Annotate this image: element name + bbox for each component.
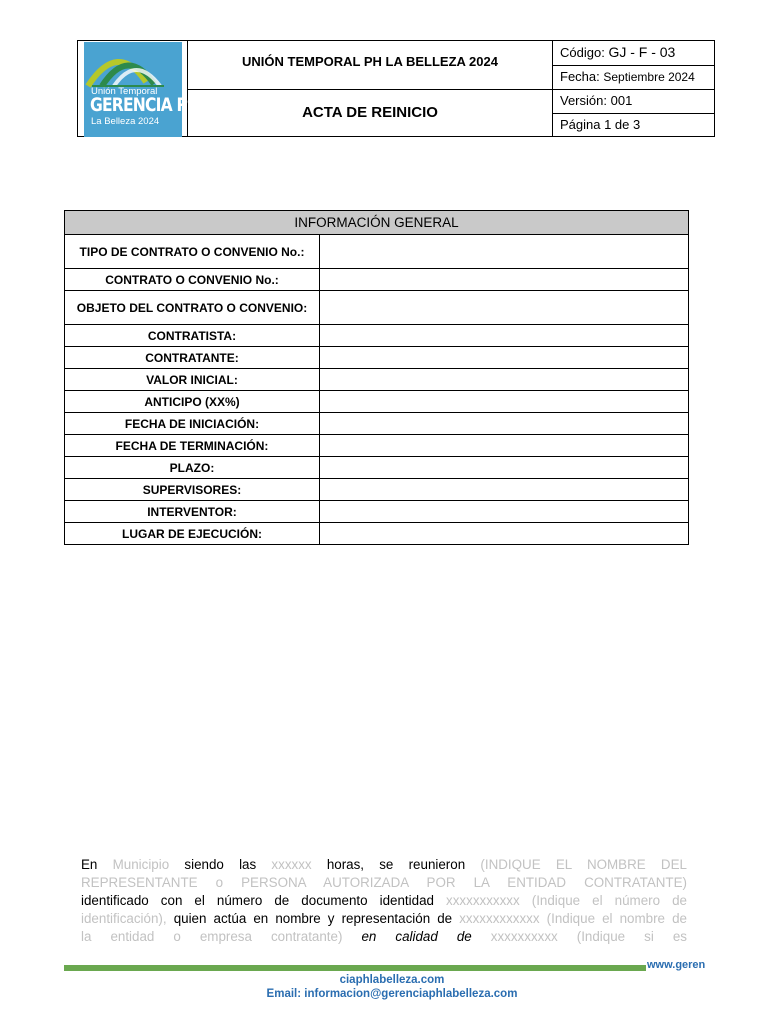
text-fragment: horas, se reunieron bbox=[326, 857, 466, 872]
doc-version bbox=[553, 89, 715, 113]
row-label: VALOR INICIAL: bbox=[65, 369, 320, 391]
text-fragment: siendo las bbox=[184, 857, 257, 872]
doc-date-value: Septiembre 2024 bbox=[603, 70, 695, 84]
row-label: SUPERVISORES: bbox=[65, 479, 320, 501]
text-fragment: en calidad de bbox=[361, 929, 472, 944]
placeholder-representative[interactable]: (INDIQUE EL NOMBRE DEL bbox=[480, 857, 687, 872]
row-value[interactable] bbox=[320, 325, 689, 347]
footer-email bbox=[0, 988, 784, 1000]
table-row bbox=[65, 435, 689, 457]
row-value[interactable] bbox=[320, 435, 689, 457]
table-row bbox=[65, 291, 689, 325]
general-info-title: INFORMACIÓN GENERAL bbox=[65, 211, 689, 235]
row-label: TIPO DE CONTRATO O CONVENIO No.: bbox=[65, 235, 320, 269]
row-value[interactable] bbox=[320, 235, 689, 269]
table-row bbox=[65, 269, 689, 291]
doc-version-label: Versión: bbox=[560, 93, 607, 108]
doc-version-value: 001 bbox=[610, 93, 633, 108]
row-value[interactable] bbox=[320, 523, 689, 545]
placeholder-id-number[interactable]: identificación), bbox=[81, 911, 167, 926]
placeholder-hours[interactable]: xxxxxx bbox=[271, 857, 312, 872]
logo-line-1: Unión Temporal bbox=[91, 86, 158, 97]
placeholder-entity-name[interactable]: la entidad o empresa contratante) bbox=[81, 929, 343, 944]
row-label: INTERVENTOR: bbox=[65, 501, 320, 523]
table-row bbox=[65, 325, 689, 347]
text-fragment: En bbox=[81, 857, 98, 872]
company-logo bbox=[84, 42, 200, 137]
row-value[interactable] bbox=[320, 269, 689, 291]
company-name: UNIÓN TEMPORAL PH LA BELLEZA 2024 bbox=[242, 54, 498, 69]
placeholder-municipio[interactable]: Municipio bbox=[112, 857, 170, 872]
row-value[interactable] bbox=[320, 413, 689, 435]
paragraph-line-3 bbox=[81, 892, 687, 910]
table-row bbox=[65, 369, 689, 391]
footer-email-link[interactable]: informacion@gerenciaphlabelleza.com bbox=[304, 988, 518, 1000]
table-row bbox=[65, 347, 689, 369]
footer-email-label: Email: bbox=[266, 988, 302, 1000]
doc-page: Página 1 de 3 bbox=[553, 113, 715, 137]
logo-cell bbox=[78, 41, 200, 136]
doc-date-label: Fecha: bbox=[560, 69, 600, 84]
placeholder-id-number[interactable]: xxxxxxxxxxx (Indique el número de bbox=[446, 893, 687, 908]
row-label: PLAZO: bbox=[65, 457, 320, 479]
paragraph-line-4 bbox=[81, 910, 687, 928]
document-title: ACTA DE REINICIO bbox=[302, 104, 438, 121]
doc-code-value: GJ - F - 03 bbox=[608, 44, 676, 60]
paragraph-line-1 bbox=[81, 856, 687, 874]
row-value[interactable] bbox=[320, 501, 689, 523]
body-paragraph bbox=[81, 856, 687, 946]
row-label: CONTRATO O CONVENIO No.: bbox=[65, 269, 320, 291]
row-label: FECHA DE TERMINACIÓN: bbox=[65, 435, 320, 457]
footer-website[interactable]: ciaphlabelleza.com bbox=[339, 974, 445, 986]
header-meta bbox=[553, 41, 715, 136]
row-value[interactable] bbox=[320, 369, 689, 391]
text-fragment: quien actúa en nombre y representación de bbox=[173, 911, 453, 926]
row-value[interactable] bbox=[320, 347, 689, 369]
row-value[interactable] bbox=[320, 291, 689, 325]
document-header bbox=[77, 40, 715, 137]
logo-line-3: La Belleza 2024 bbox=[91, 116, 160, 127]
table-row bbox=[65, 391, 689, 413]
table-row bbox=[65, 235, 689, 269]
row-label: CONTRATANTE: bbox=[65, 347, 320, 369]
row-label: LUGAR DE EJECUCIÓN: bbox=[65, 523, 320, 545]
logo-line-2: GERENCIA PH bbox=[90, 94, 200, 116]
paragraph-line-5 bbox=[81, 928, 687, 946]
row-label: OBJETO DEL CONTRATO O CONVENIO: bbox=[65, 291, 320, 325]
placeholder-role[interactable]: xxxxxxxxxx (Indique si es bbox=[490, 929, 687, 944]
paragraph-line-2 bbox=[81, 874, 687, 892]
footer-website-prefix[interactable]: www.geren bbox=[647, 959, 706, 971]
placeholder-entity-name[interactable]: xxxxxxxxxxxx (Indique el nombre de bbox=[459, 911, 687, 926]
row-label: ANTICIPO (XX%) bbox=[65, 391, 320, 413]
table-row bbox=[65, 457, 689, 479]
text-fragment: identificado con el número de documento identidad bbox=[81, 893, 434, 908]
doc-date bbox=[553, 65, 715, 89]
doc-code bbox=[553, 41, 715, 65]
row-value[interactable] bbox=[320, 391, 689, 413]
header-title-cell bbox=[188, 41, 553, 136]
row-value[interactable] bbox=[320, 457, 689, 479]
doc-code-label: Código: bbox=[560, 45, 605, 60]
table-row bbox=[65, 479, 689, 501]
table-row bbox=[65, 501, 689, 523]
header-divider bbox=[188, 89, 552, 90]
footer-divider bbox=[64, 965, 646, 971]
row-value[interactable] bbox=[320, 479, 689, 501]
table-row bbox=[65, 413, 689, 435]
row-label: FECHA DE INICIACIÓN: bbox=[65, 413, 320, 435]
general-info-table bbox=[64, 210, 689, 545]
placeholder-representative[interactable]: REPRESENTANTE o PERSONA AUTORIZADA POR LA ENTIDAD CONTRATANTE) bbox=[81, 875, 687, 890]
row-label: CONTRATISTA: bbox=[65, 325, 320, 347]
table-row bbox=[65, 523, 689, 545]
